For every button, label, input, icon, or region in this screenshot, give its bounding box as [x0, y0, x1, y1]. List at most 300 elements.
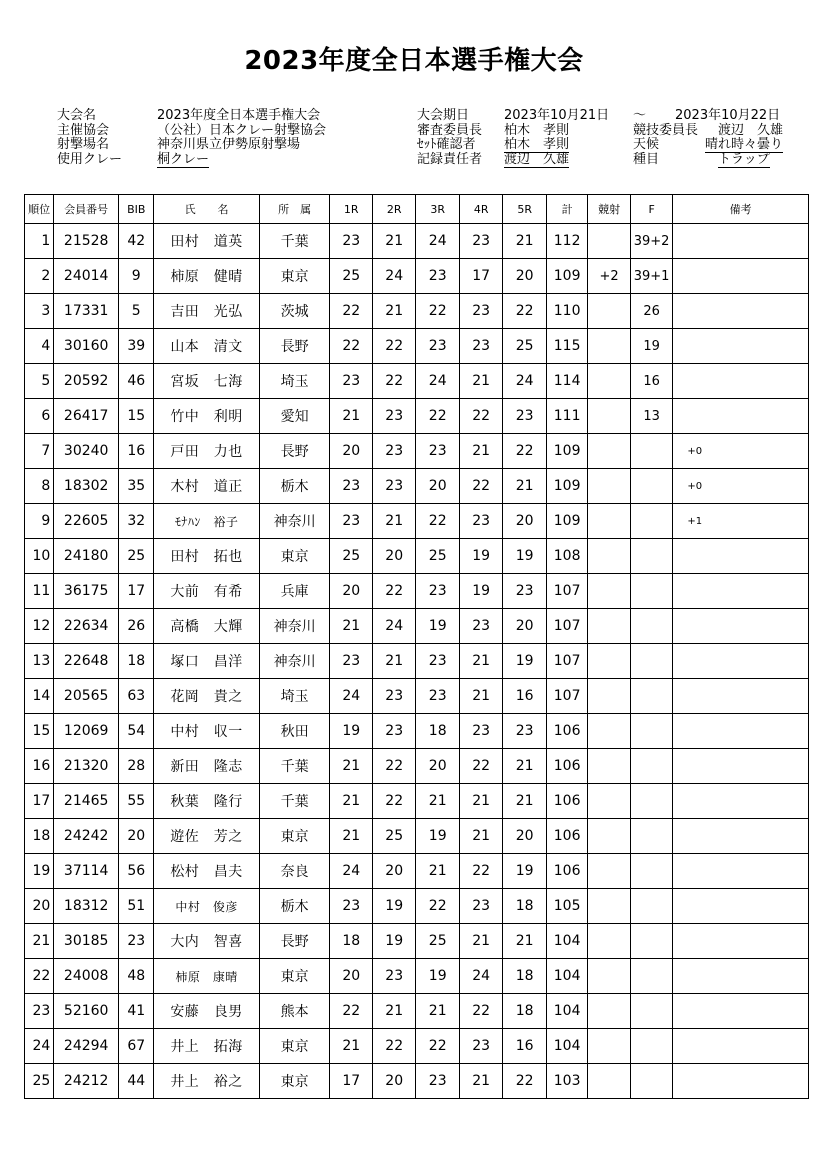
column-header-final: F [630, 195, 672, 224]
cell-bib: 9 [119, 259, 154, 294]
cell-round-3: 19 [416, 959, 459, 994]
cell-remarks [673, 1029, 809, 1064]
cell-shoot-off [588, 819, 630, 854]
cell-rank: 15 [25, 714, 54, 749]
cell-affiliation: 千葉 [259, 784, 330, 819]
column-header-round-1: 1R [330, 195, 372, 224]
cell-member-no: 12069 [54, 714, 119, 749]
cell-round-5: 18 [503, 994, 546, 1029]
cell-final [630, 749, 672, 784]
cell-bib: 23 [119, 924, 154, 959]
cell-final: 13 [630, 399, 672, 434]
cell-final [630, 679, 672, 714]
cell-member-no: 17331 [54, 294, 119, 329]
cell-round-2: 24 [372, 259, 415, 294]
cell-affiliation: 熊本 [259, 994, 330, 1029]
cell-shoot-off: +2 [588, 259, 630, 294]
cell-rank: 7 [25, 434, 54, 469]
cell-remarks [673, 1064, 809, 1099]
cell-round-1: 21 [330, 609, 372, 644]
table-row [25, 504, 809, 539]
cell-round-4: 23 [459, 609, 502, 644]
info-column-3 [633, 109, 783, 167]
cell-final [630, 469, 672, 504]
cell-affiliation: 茨城 [259, 294, 330, 329]
cell-shoot-off [588, 294, 630, 329]
cell-rank: 4 [25, 329, 54, 364]
cell-round-4: 23 [459, 224, 502, 259]
cell-affiliation: 兵庫 [259, 574, 330, 609]
cell-bib: 26 [119, 609, 154, 644]
cell-rank: 2 [25, 259, 54, 294]
cell-total: 106 [546, 714, 587, 749]
cell-affiliation: 秋田 [259, 714, 330, 749]
info-label: 競技委員長 [633, 122, 699, 138]
cell-round-2: 19 [372, 889, 415, 924]
cell-round-4: 19 [459, 574, 502, 609]
cell-round-2: 24 [372, 609, 415, 644]
cell-name: 中村 俊彦 [154, 889, 259, 924]
cell-bib: 5 [119, 294, 154, 329]
table-row [25, 399, 809, 434]
cell-name: 安藤 良男 [154, 994, 259, 1029]
cell-bib: 44 [119, 1064, 154, 1099]
table-row [25, 644, 809, 679]
column-header-round-2: 2R [372, 195, 415, 224]
cell-round-3: 23 [416, 434, 459, 469]
cell-round-4: 17 [459, 259, 502, 294]
cell-round-2: 23 [372, 714, 415, 749]
info-value: トラップ [718, 151, 770, 167]
cell-shoot-off [588, 609, 630, 644]
cell-affiliation: 千葉 [259, 224, 330, 259]
cell-affiliation: 東京 [259, 1029, 330, 1064]
cell-round-5: 18 [503, 959, 546, 994]
cell-bib: 42 [119, 224, 154, 259]
table-row [25, 1064, 809, 1099]
table-row [25, 259, 809, 294]
cell-affiliation: 東京 [259, 819, 330, 854]
cell-round-5: 24 [503, 364, 546, 399]
cell-round-2: 22 [372, 574, 415, 609]
cell-round-5: 19 [503, 539, 546, 574]
info-label: 使用クレー [57, 151, 123, 167]
table-row [25, 294, 809, 329]
cell-bib: 15 [119, 399, 154, 434]
cell-name: 高橋 大輝 [154, 609, 259, 644]
cell-affiliation: 神奈川 [259, 609, 330, 644]
info-row [57, 153, 326, 168]
cell-member-no: 24014 [54, 259, 119, 294]
cell-round-2: 23 [372, 469, 415, 504]
cell-round-4: 19 [459, 539, 502, 574]
column-header-remarks: 備考 [673, 195, 809, 224]
cell-round-2: 21 [372, 994, 415, 1029]
cell-bib: 51 [119, 889, 154, 924]
cell-name: 山本 清文 [154, 329, 259, 364]
cell-affiliation: 栃木 [259, 889, 330, 924]
cell-round-4: 21 [459, 434, 502, 469]
cell-remarks [673, 819, 809, 854]
cell-round-5: 16 [503, 679, 546, 714]
cell-rank: 24 [25, 1029, 54, 1064]
cell-final: 39+2 [630, 224, 672, 259]
cell-final [630, 1064, 672, 1099]
cell-name: 新田 隆志 [154, 749, 259, 784]
cell-remarks [673, 924, 809, 959]
cell-member-no: 26417 [54, 399, 119, 434]
cell-total: 109 [546, 469, 587, 504]
cell-affiliation: 愛知 [259, 399, 330, 434]
cell-rank: 19 [25, 854, 54, 889]
cell-final [630, 644, 672, 679]
cell-affiliation: 東京 [259, 539, 330, 574]
cell-remarks [673, 644, 809, 679]
cell-member-no: 24212 [54, 1064, 119, 1099]
cell-round-4: 22 [459, 469, 502, 504]
cell-name: 中村 収一 [154, 714, 259, 749]
table-body [25, 224, 809, 1099]
cell-round-3: 25 [416, 924, 459, 959]
cell-rank: 17 [25, 784, 54, 819]
table-row [25, 539, 809, 574]
cell-round-3: 22 [416, 294, 459, 329]
info-value: 2023年10月21日 [504, 108, 610, 123]
cell-total: 106 [546, 854, 587, 889]
cell-member-no: 22605 [54, 504, 119, 539]
cell-remarks [673, 294, 809, 329]
cell-final [630, 924, 672, 959]
cell-bib: 35 [119, 469, 154, 504]
cell-round-3: 23 [416, 1064, 459, 1099]
cell-final [630, 539, 672, 574]
cell-round-3: 22 [416, 399, 459, 434]
column-header-round-5: 5R [503, 195, 546, 224]
info-row [57, 124, 326, 139]
cell-round-4: 22 [459, 399, 502, 434]
cell-round-2: 22 [372, 784, 415, 819]
cell-round-2: 22 [372, 329, 415, 364]
info-label: 主催協会 [57, 122, 110, 138]
cell-round-3: 20 [416, 469, 459, 504]
table-row [25, 574, 809, 609]
table-row [25, 819, 809, 854]
cell-round-4: 23 [459, 504, 502, 539]
cell-name: 松村 昌夫 [154, 854, 259, 889]
cell-remarks [673, 889, 809, 924]
cell-remarks [673, 259, 809, 294]
cell-shoot-off [588, 399, 630, 434]
cell-member-no: 21465 [54, 784, 119, 819]
cell-name: 竹中 利明 [154, 399, 259, 434]
column-header-round-3: 3R [416, 195, 459, 224]
table-header-row [25, 195, 809, 224]
cell-member-no: 30185 [54, 924, 119, 959]
cell-round-5: 22 [503, 294, 546, 329]
cell-round-1: 22 [330, 994, 372, 1029]
cell-final [630, 609, 672, 644]
cell-remarks [673, 224, 809, 259]
cell-member-no: 24008 [54, 959, 119, 994]
cell-name: 吉田 光弘 [154, 294, 259, 329]
cell-member-no: 24294 [54, 1029, 119, 1064]
cell-round-3: 22 [416, 504, 459, 539]
cell-affiliation: 長野 [259, 329, 330, 364]
table-row [25, 679, 809, 714]
cell-round-4: 23 [459, 329, 502, 364]
cell-final [630, 994, 672, 1029]
info-row [57, 109, 326, 124]
cell-name: 井上 拓海 [154, 1029, 259, 1064]
cell-round-1: 21 [330, 749, 372, 784]
cell-shoot-off [588, 504, 630, 539]
info-value: 渡辺 久雄 [504, 151, 570, 167]
cell-round-3: 21 [416, 784, 459, 819]
cell-round-3: 23 [416, 259, 459, 294]
cell-bib: 54 [119, 714, 154, 749]
cell-final [630, 1029, 672, 1064]
cell-shoot-off [588, 959, 630, 994]
tilde-text: ～ [633, 108, 647, 123]
cell-round-3: 23 [416, 329, 459, 364]
cell-shoot-off [588, 749, 630, 784]
cell-rank: 6 [25, 399, 54, 434]
cell-round-2: 21 [372, 294, 415, 329]
table-row [25, 994, 809, 1029]
cell-round-4: 24 [459, 959, 502, 994]
table-row [25, 224, 809, 259]
cell-affiliation: 埼玉 [259, 364, 330, 399]
cell-round-4: 21 [459, 679, 502, 714]
cell-total: 103 [546, 1064, 587, 1099]
info-label: 大会名 [57, 108, 97, 123]
cell-rank: 20 [25, 889, 54, 924]
info-row [417, 124, 609, 139]
info-column-2 [417, 109, 609, 167]
cell-remarks [673, 959, 809, 994]
cell-total: 106 [546, 749, 587, 784]
cell-rank: 5 [25, 364, 54, 399]
cell-round-3: 22 [416, 889, 459, 924]
cell-final [630, 854, 672, 889]
cell-name: 木村 道正 [154, 469, 259, 504]
info-label: 種目 [633, 151, 660, 167]
cell-remarks: +0 [673, 434, 809, 469]
cell-round-1: 24 [330, 679, 372, 714]
cell-shoot-off [588, 994, 630, 1029]
cell-final [630, 434, 672, 469]
cell-round-1: 23 [330, 364, 372, 399]
cell-member-no: 22648 [54, 644, 119, 679]
cell-round-5: 21 [503, 924, 546, 959]
cell-round-5: 25 [503, 329, 546, 364]
cell-round-2: 21 [372, 644, 415, 679]
cell-shoot-off [588, 574, 630, 609]
cell-member-no: 52160 [54, 994, 119, 1029]
cell-total: 110 [546, 294, 587, 329]
cell-rank: 1 [25, 224, 54, 259]
cell-round-2: 19 [372, 924, 415, 959]
cell-remarks [673, 574, 809, 609]
info-label: ｾｯﾄ確認者 [417, 137, 476, 152]
info-label: 大会期日 [417, 108, 470, 123]
cell-name: 大前 有希 [154, 574, 259, 609]
cell-remarks [673, 364, 809, 399]
cell-remarks: +1 [673, 504, 809, 539]
cell-remarks [673, 609, 809, 644]
table-row [25, 469, 809, 504]
cell-shoot-off [588, 1064, 630, 1099]
cell-round-3: 24 [416, 364, 459, 399]
cell-total: 109 [546, 434, 587, 469]
table-row [25, 434, 809, 469]
cell-round-4: 21 [459, 364, 502, 399]
table-row [25, 329, 809, 364]
cell-member-no: 18312 [54, 889, 119, 924]
cell-rank: 11 [25, 574, 54, 609]
cell-round-1: 25 [330, 539, 372, 574]
cell-total: 107 [546, 644, 587, 679]
cell-total: 106 [546, 784, 587, 819]
cell-round-2: 23 [372, 399, 415, 434]
info-row [633, 153, 783, 168]
cell-round-1: 21 [330, 784, 372, 819]
cell-round-1: 23 [330, 889, 372, 924]
cell-total: 109 [546, 259, 587, 294]
cell-member-no: 21528 [54, 224, 119, 259]
table-row [25, 714, 809, 749]
cell-round-5: 20 [503, 609, 546, 644]
cell-rank: 8 [25, 469, 54, 504]
table-row [25, 924, 809, 959]
cell-name: 井上 裕之 [154, 1064, 259, 1099]
cell-round-1: 24 [330, 854, 372, 889]
cell-shoot-off [588, 224, 630, 259]
cell-round-2: 22 [372, 749, 415, 784]
cell-affiliation: 東京 [259, 1064, 330, 1099]
info-value: 2023年10月22日 [675, 108, 781, 123]
cell-rank: 9 [25, 504, 54, 539]
cell-remarks: +0 [673, 469, 809, 504]
cell-total: 107 [546, 609, 587, 644]
cell-name: 田村 道英 [154, 224, 259, 259]
info-row [57, 138, 326, 153]
cell-final: 26 [630, 294, 672, 329]
cell-bib: 20 [119, 819, 154, 854]
info-value: 晴れ時々曇り [705, 137, 784, 152]
cell-round-1: 18 [330, 924, 372, 959]
cell-round-5: 22 [503, 434, 546, 469]
cell-shoot-off [588, 889, 630, 924]
cell-affiliation: 長野 [259, 434, 330, 469]
info-value: 柏木 孝則 [504, 122, 570, 138]
cell-final [630, 889, 672, 924]
info-value: 2023年度全日本選手権大会 [157, 108, 321, 123]
cell-affiliation: 埼玉 [259, 679, 330, 714]
cell-round-2: 20 [372, 854, 415, 889]
cell-round-2: 21 [372, 504, 415, 539]
cell-round-1: 19 [330, 714, 372, 749]
cell-round-1: 22 [330, 294, 372, 329]
cell-round-5: 23 [503, 574, 546, 609]
cell-name: 宮坂 七海 [154, 364, 259, 399]
cell-round-1: 23 [330, 224, 372, 259]
cell-name: 花岡 貴之 [154, 679, 259, 714]
cell-round-4: 21 [459, 819, 502, 854]
cell-round-1: 25 [330, 259, 372, 294]
info-label: 記録責任者 [417, 151, 483, 167]
cell-shoot-off [588, 329, 630, 364]
cell-total: 104 [546, 924, 587, 959]
cell-rank: 21 [25, 924, 54, 959]
column-header-rank: 順位 [25, 195, 54, 224]
cell-name: 秋葉 隆行 [154, 784, 259, 819]
cell-affiliation: 東京 [259, 959, 330, 994]
cell-shoot-off [588, 539, 630, 574]
cell-bib: 41 [119, 994, 154, 1029]
cell-affiliation: 長野 [259, 924, 330, 959]
cell-shoot-off [588, 854, 630, 889]
cell-member-no: 24180 [54, 539, 119, 574]
cell-total: 109 [546, 504, 587, 539]
cell-round-3: 25 [416, 539, 459, 574]
cell-total: 104 [546, 994, 587, 1029]
cell-shoot-off [588, 434, 630, 469]
cell-round-2: 25 [372, 819, 415, 854]
cell-affiliation: 神奈川 [259, 644, 330, 679]
cell-round-1: 23 [330, 644, 372, 679]
cell-round-5: 18 [503, 889, 546, 924]
info-label: 審査委員長 [417, 122, 483, 138]
cell-name: 柿原 健晴 [154, 259, 259, 294]
cell-member-no: 22634 [54, 609, 119, 644]
table-row [25, 854, 809, 889]
cell-bib: 17 [119, 574, 154, 609]
info-label: 天候 [633, 137, 660, 152]
cell-round-4: 22 [459, 994, 502, 1029]
cell-bib: 18 [119, 644, 154, 679]
info-value: 桐クレー [157, 151, 210, 167]
cell-total: 111 [546, 399, 587, 434]
cell-remarks [673, 539, 809, 574]
cell-bib: 32 [119, 504, 154, 539]
cell-name: 遊佐 芳之 [154, 819, 259, 854]
cell-bib: 67 [119, 1029, 154, 1064]
cell-bib: 39 [119, 329, 154, 364]
cell-round-5: 20 [503, 259, 546, 294]
cell-final: 19 [630, 329, 672, 364]
cell-round-4: 23 [459, 1029, 502, 1064]
info-column-1 [57, 109, 326, 167]
cell-final [630, 574, 672, 609]
cell-name: 田村 拓也 [154, 539, 259, 574]
table-row [25, 749, 809, 784]
cell-shoot-off [588, 1029, 630, 1064]
column-header-bib: BIB [119, 195, 154, 224]
column-header-name: 氏 名 [154, 195, 259, 224]
cell-final [630, 784, 672, 819]
cell-round-4: 21 [459, 924, 502, 959]
info-row [633, 109, 783, 124]
cell-shoot-off [588, 364, 630, 399]
cell-name: 大内 智喜 [154, 924, 259, 959]
cell-round-5: 21 [503, 469, 546, 504]
cell-round-5: 19 [503, 854, 546, 889]
cell-affiliation: 奈良 [259, 854, 330, 889]
cell-round-3: 24 [416, 224, 459, 259]
cell-round-4: 21 [459, 644, 502, 679]
cell-round-4: 23 [459, 294, 502, 329]
